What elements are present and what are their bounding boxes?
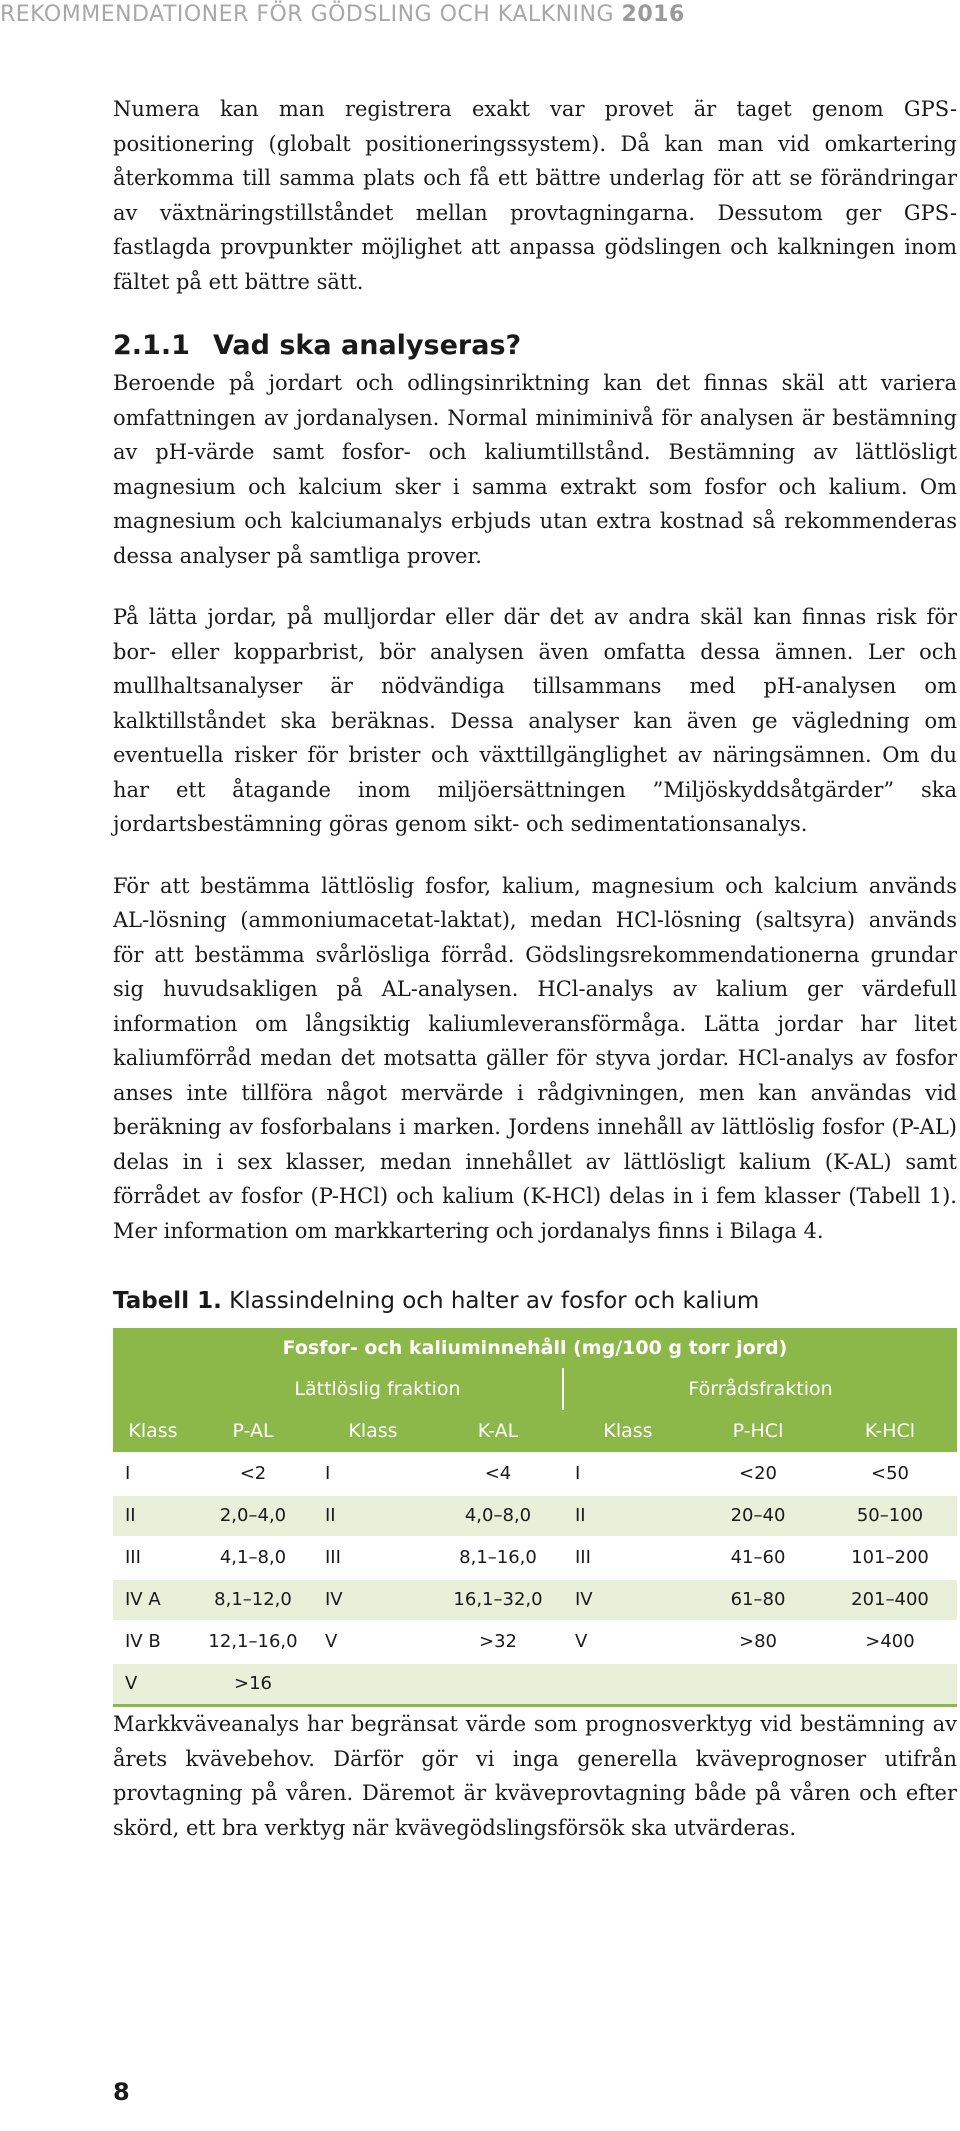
table-caption (113, 1286, 957, 1316)
table-cell: 101–200 (823, 1537, 957, 1579)
table-cell (563, 1663, 693, 1706)
page-content (113, 92, 957, 1845)
table-cell: >80 (693, 1621, 823, 1663)
table-group-left: Lättlöslig fraktion (193, 1368, 563, 1410)
table-cell: 61–80 (693, 1579, 823, 1621)
header-title: REKOMMENDATIONER FÖR GÖDSLING OCH KALKNING (0, 2, 615, 27)
table-cell: 2,0–4,0 (193, 1495, 313, 1537)
column-header: K-HCl (823, 1410, 957, 1453)
table-cell: II (113, 1495, 193, 1537)
table-row (113, 1537, 957, 1579)
column-header: P-HCl (693, 1410, 823, 1453)
table-cell: <4 (433, 1453, 563, 1495)
table-row (113, 1453, 957, 1495)
table-cell: I (313, 1453, 433, 1495)
column-header: K-AL (433, 1410, 563, 1453)
table-cell (693, 1663, 823, 1706)
table-cell: 16,1–32,0 (433, 1579, 563, 1621)
section-heading (113, 330, 957, 362)
table-cell: 201–400 (823, 1579, 957, 1621)
table-cell: 20–40 (693, 1495, 823, 1537)
section-title: Vad ska analyseras? (213, 330, 522, 361)
table-cell: IV B (113, 1621, 193, 1663)
table-cell: >400 (823, 1621, 957, 1663)
header-year: 2016 (621, 2, 685, 27)
table-cell: IV (313, 1579, 433, 1621)
table-cell: <20 (693, 1453, 823, 1495)
table-cell: <50 (823, 1453, 957, 1495)
table-cell: III (313, 1537, 433, 1579)
table-cell: I (563, 1453, 693, 1495)
table-cell: IV A (113, 1579, 193, 1621)
table-cell: <2 (193, 1453, 313, 1495)
table-cell: II (563, 1495, 693, 1537)
paragraph-al-hcl: För att bestämma lättlöslig fosfor, kalium, magnesium och kalcium används AL-lösning (ammoniumacetat-laktat), medan HCl-lösning (saltsyra) används för att bestämma svårlösliga förråd. Gödslingsrekommendationerna grundar sig huvudsakligen på AL-analysen. HCl-analys av kalium ger värdefull information om långsiktig kaliumleveransförmåga. Lätta jordar har litet kaliumförråd medan det motsatta gäller för styva jordar. HCl-analys av fosfor anses inte tillföra något mervärde i rådgivningen, men kan användas vid beräkning av fosforbalans i marken. Jordens innehåll av lättlöslig fosfor (P-AL) delas in i sex klasser, medan innehållet av lättlösligt kalium (K-AL) samt förrådet av fosfor (P-HCl) och kalium (K-HCl) delas in i fem klasser (Tabell 1). Mer information om markkartering och jordanalys finns i Bilaga 4. (113, 873, 957, 1243)
paragraph-light-soils: På lätta jordar, på mulljordar eller där det av andra skäl kan finnas risk för bor- eller kopparbrist, bör analysen även omfatta dessa ämnen. Ler och mullhaltsanalyser är nödvändiga tillsammans med pH-analysen om kalktillståndet ska beräknas. Dessa analyser kan även ge vägledning om eventuella risker för brister och växttillgänglighet av näringsämnen. Om du har ett åtagande inom miljöersättningen ”Miljöskyddsåtgärder” ska jordartsbestämning göras genom sikt- och sedimentationsanalys. (113, 605, 957, 836)
column-header: Klass (113, 1410, 193, 1453)
column-header: Klass (313, 1410, 433, 1453)
table-super-header: Fosfor- och kaliuminnehåll (mg/100 g torr jord) (113, 1328, 957, 1368)
classification-table (113, 1328, 957, 1707)
table-cell: III (563, 1537, 693, 1579)
table-cell: >32 (433, 1621, 563, 1663)
table-cell: IV (563, 1579, 693, 1621)
paragraph-analysis-scope: Beroende på jordart och odlingsinriktning kan det finnas skäl att variera omfattningen av jordanalysen. Normal miniminivå för analysen är bestämning av pH-värde samt fosfor- och kaliumtillstånd. Bestämning av lättlösligt magnesium och kalcium sker i samma extrakt som fosfor och kalium. Om magnesium och kalciumanalys erbjuds utan extra kostnad så rekommenderas dessa analyser på samtliga prover. (113, 371, 957, 568)
table-cell: 4,1–8,0 (193, 1537, 313, 1579)
table-cell: V (563, 1621, 693, 1663)
page-number: 8 (113, 2078, 130, 2106)
table-row (113, 1663, 957, 1706)
table-cell: III (113, 1537, 193, 1579)
table-cell: V (113, 1663, 193, 1706)
table-row (113, 1579, 957, 1621)
table-cell: II (313, 1495, 433, 1537)
table-caption-label: Tabell 1. (113, 1288, 222, 1314)
table-cell: 12,1–16,0 (193, 1621, 313, 1663)
table-cell: V (313, 1621, 433, 1663)
paragraph-gps: Numera kan man registrera exakt var provet är taget genom GPS-positionering (globalt positioneringssystem). Då kan man vid omkartering återkomma till samma plats och få ett bättre underlag för att se förändringar av växtnäringstillståndet mellan provtagningarna. Dessutom ger GPS-fastlagda provpunkter möjlighet att anpassa gödslingen och kalkningen inom fältet på ett bättre sätt. (113, 97, 957, 294)
table-cell: 50–100 (823, 1495, 957, 1537)
table-cell (433, 1663, 563, 1706)
table-cell: 41–60 (693, 1537, 823, 1579)
table-group-right: Förrådsfraktion (563, 1368, 957, 1410)
table-cell (823, 1663, 957, 1706)
table-cell: 8,1–16,0 (433, 1537, 563, 1579)
table-cell: 8,1–12,0 (193, 1579, 313, 1621)
table-row (113, 1495, 957, 1537)
running-header (0, 2, 685, 27)
paragraph-nitrogen: Markkväveanalys har begränsat värde som prognosverktyg vid bestämning av årets kvävebehov. Därför gör vi inga generella kväveprognoser utifrån provtagning på våren. Däremot är kväveprovtagning både på våren och efter skörd, ett bra verktyg när kvävegödslingsförsök ska utvärderas. (113, 1712, 957, 1840)
column-header: Klass (563, 1410, 693, 1453)
column-header: P-AL (193, 1410, 313, 1453)
table-cell: I (113, 1453, 193, 1495)
table-cell: 4,0–8,0 (433, 1495, 563, 1537)
table-cell (313, 1663, 433, 1706)
table-caption-text: Klassindelning och halter av fosfor och kalium (229, 1288, 760, 1314)
section-number: 2.1.1 (113, 330, 190, 361)
table-row (113, 1621, 957, 1663)
table-cell: >16 (193, 1663, 313, 1706)
